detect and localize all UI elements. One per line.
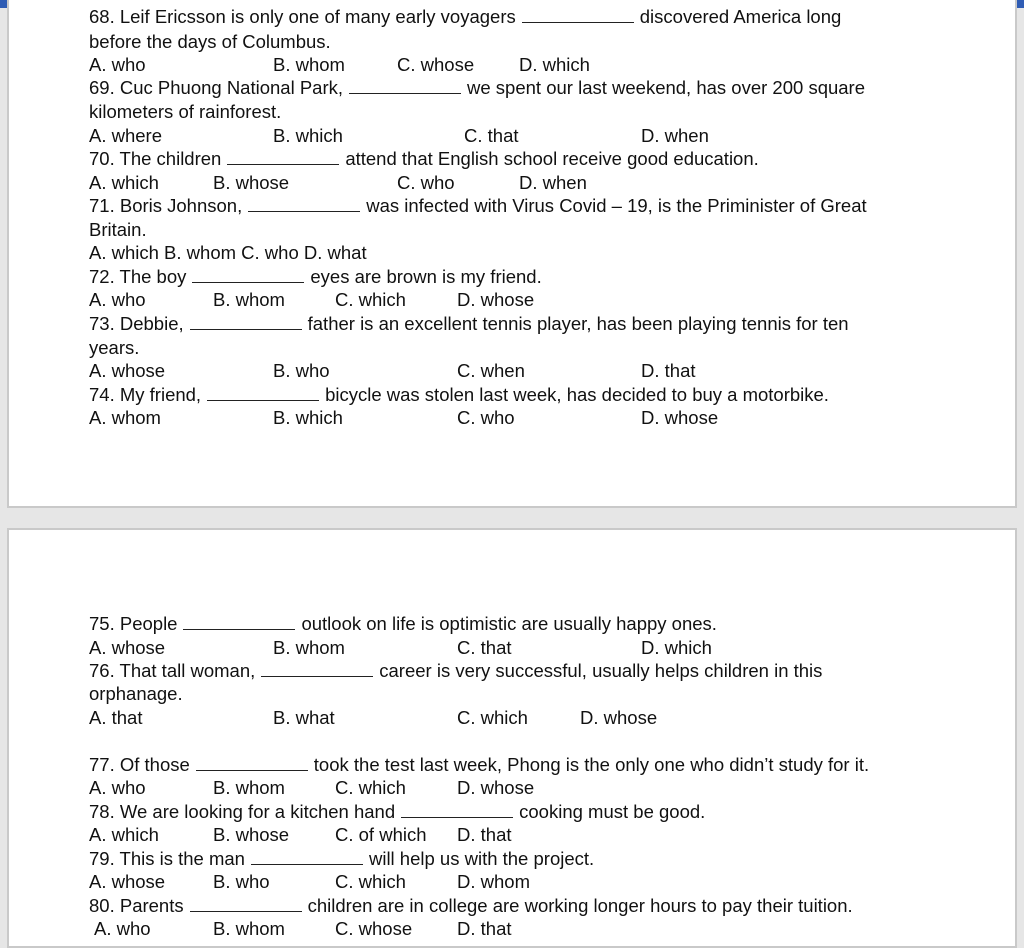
option-a: A. where [89,125,163,146]
option-b: B. whose [213,172,290,193]
option-b: B. who [273,360,330,381]
question-text: 75. People [89,613,178,634]
option-c: C. that [464,125,519,146]
question-text: we spent our last weekend, has over 200 square [467,77,866,98]
option-b: B. whom [213,918,285,939]
question-text: cooking must be good. [519,801,706,822]
question-text: 71. Boris Johnson, [89,195,243,216]
option-d: D. whose [457,289,535,310]
option-b: B. which [273,407,343,428]
question-text: 79. This is the man [89,848,245,869]
option-c: C. which [335,871,406,892]
question-70 [89,147,759,170]
option-c: C. that [457,637,512,658]
question-text: bicycle was stolen last week, has decided to buy a motorbike. [325,384,829,405]
option-a: A. whose [89,871,166,892]
option-a: A. that [89,707,143,728]
answer-blank [227,148,339,165]
question-76-line2: orphanage. [89,683,183,704]
option-b: B. whom [213,777,285,798]
question-68-line2: before the days of Columbus. [89,31,331,52]
question-text: children are in college are working longer hours to pay their tuition. [307,895,853,916]
option-d: D. that [641,360,696,381]
option-c: C. who [397,172,455,193]
option-a: A. who [94,918,151,939]
question-text: 74. My friend, [89,384,202,405]
option-d: D. when [519,172,587,193]
answer-blank [183,613,295,630]
option-b: B. whom [213,289,285,310]
question-text: father is an excellent tennis player, has been playing tennis for ten [307,313,849,334]
question-text: outlook on life is optimistic are usually happy ones. [301,613,717,634]
option-a: A. which [89,824,159,845]
option-b: B. whose [213,824,290,845]
question-text: took the test last week, Phong is the only one who didn’t study for it. [313,754,870,775]
question-79 [89,847,594,870]
option-a: A. who [89,289,146,310]
question-77 [89,753,869,776]
answer-blank [251,848,363,865]
answer-blank [349,77,461,94]
answer-blank [192,266,304,283]
option-b: B. whom [273,637,345,658]
option-b: B. which [273,125,343,146]
question-text: career is very successful, usually helps children in this [379,660,823,681]
question-text: 69. Cuc Phuong National Park, [89,77,344,98]
question-74 [89,383,829,406]
option-c: C. which [335,289,406,310]
option-c: C. whose [397,54,475,75]
question-text: 76. That tall woman, [89,660,256,681]
question-text: discovered America long [639,6,842,27]
question-69-line2: kilometers of rainforest. [89,101,282,122]
question-text: 80. Parents [89,895,184,916]
document-page-1 [7,0,1017,508]
question-text: eyes are brown is my friend. [310,266,542,287]
option-a: A. whose [89,360,166,381]
option-d: D. that [457,918,512,939]
question-text: 77. Of those [89,754,190,775]
answer-blank [196,754,308,771]
question-text: attend that English school receive good education. [345,148,759,169]
document-page-2 [7,528,1017,948]
question-text: 78. We are looking for a kitchen hand [89,801,396,822]
option-d: D. which [641,637,712,658]
option-a: A. which [89,172,159,193]
option-a: A. whom [89,407,161,428]
question-75 [89,612,717,635]
option-d: D. whose [580,707,658,728]
option-c: C. when [457,360,525,381]
option-a: A. who [89,777,146,798]
option-c: C. of which [335,824,427,845]
question-73-line2: years. [89,337,140,358]
question-68 [89,5,841,28]
option-d: D. whose [457,777,535,798]
question-text: 73. Debbie, [89,313,184,334]
answer-blank [207,384,319,401]
option-c: C. whose [335,918,413,939]
question-text: 68. Leif Ericsson is only one of many early voyagers [89,6,516,27]
option-b: B. what [273,707,335,728]
question-text: was infected with Virus Covid – 19, is the Priminister of Great [366,195,867,216]
question-text: 70. The children [89,148,222,169]
option-d: D. whose [641,407,719,428]
question-71-line2: Britain. [89,219,147,240]
question-71 [89,194,867,217]
question-73 [89,312,849,335]
question-78 [89,800,705,823]
answer-blank [190,313,302,330]
question-text: 72. The boy [89,266,187,287]
option-d: D. that [457,824,512,845]
option-b: B. who [213,871,270,892]
answer-blank [261,660,373,677]
answer-blank [522,6,634,23]
answer-blank [401,801,513,818]
question-76 [89,659,822,682]
answer-blank [190,895,302,912]
question-80 [89,894,853,917]
option-c: C. which [457,707,528,728]
options-line: A. which B. whom C. who D. what [89,242,367,263]
option-d: D. whom [457,871,530,892]
option-a: A. who [89,54,146,75]
option-d: D. which [519,54,590,75]
option-b: B. whom [273,54,345,75]
option-c: C. which [335,777,406,798]
option-d: D. when [641,125,709,146]
question-69 [89,76,865,99]
question-72 [89,265,542,288]
answer-blank [248,195,360,212]
option-c: C. who [457,407,515,428]
question-text: will help us with the project. [368,848,595,869]
option-a: A. whose [89,637,166,658]
